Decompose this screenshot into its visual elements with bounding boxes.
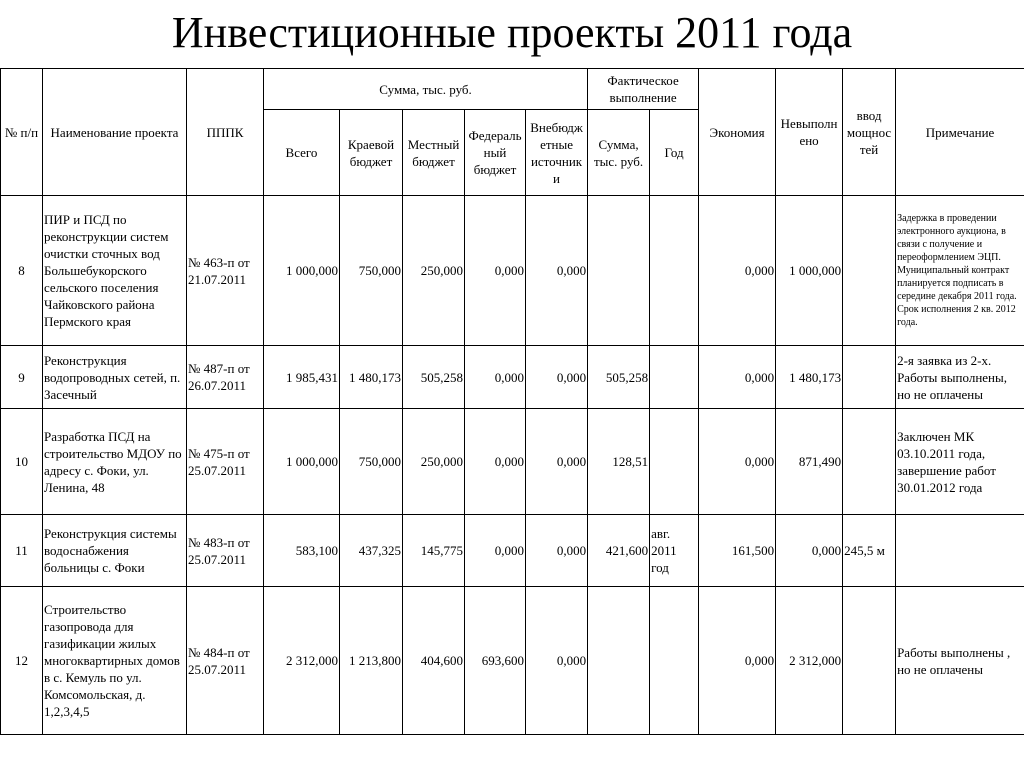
cell-federal: 0,000 <box>465 409 526 515</box>
cell-regional: 1 480,173 <box>340 346 403 409</box>
cell-federal: 0,000 <box>465 196 526 346</box>
cell-local: 250,000 <box>403 409 465 515</box>
cell-name: ПИР и ПСД по реконструкции систем очистки сточных вод Большебукорского сельского поселения Чайковского района Пермского края <box>43 196 187 346</box>
header-economy: Экономия <box>699 69 776 196</box>
cell-fact-year <box>650 346 699 409</box>
cell-fact-year <box>650 409 699 515</box>
cell-num: 8 <box>1 196 43 346</box>
cell-fact-sum <box>588 587 650 735</box>
cell-note: Заключен МК 03.10.2011 года, завершение работ 30.01.2012 года <box>896 409 1024 515</box>
cell-total: 1 000,000 <box>264 196 340 346</box>
cell-pppk: № 483-п от 25.07.2011 <box>187 515 264 587</box>
header-capacity: ввод мощнос тей <box>843 69 896 196</box>
cell-capacity <box>843 409 896 515</box>
cell-federal: 0,000 <box>465 346 526 409</box>
cell-name: Реконструкция системы водоснабжения больницы с. Фоки <box>43 515 187 587</box>
header-sum-group: Сумма, тыс. руб. <box>264 69 588 110</box>
cell-local: 404,600 <box>403 587 465 735</box>
cell-economy: 0,000 <box>699 346 776 409</box>
table-row <box>1 515 1024 587</box>
cell-capacity <box>843 196 896 346</box>
cell-num: 12 <box>1 587 43 735</box>
cell-local: 505,258 <box>403 346 465 409</box>
cell-num: 10 <box>1 409 43 515</box>
cell-extra: 0,000 <box>526 515 588 587</box>
header-local: Местный бюджет <box>403 110 465 196</box>
header-name: Наименование проекта <box>43 69 187 196</box>
cell-name: Разработка ПСД на строительство МДОУ по адресу с. Фоки, ул. Ленина, 48 <box>43 409 187 515</box>
cell-pppk: № 484-п от 25.07.2011 <box>187 587 264 735</box>
cell-extra: 0,000 <box>526 196 588 346</box>
cell-unfulfilled: 871,490 <box>776 409 843 515</box>
cell-fact-year <box>650 587 699 735</box>
cell-fact-year: авг. 2011 год <box>650 515 699 587</box>
cell-fact-sum <box>588 196 650 346</box>
cell-total: 583,100 <box>264 515 340 587</box>
header-fact-sum: Сумма, тыс. руб. <box>588 110 650 196</box>
cell-pppk: № 475-п от 25.07.2011 <box>187 409 264 515</box>
cell-local: 250,000 <box>403 196 465 346</box>
cell-pppk: № 487-п от 26.07.2011 <box>187 346 264 409</box>
table-row <box>1 196 1024 346</box>
header-fact-group: Фактическое выполнение <box>588 69 699 110</box>
cell-federal: 0,000 <box>465 515 526 587</box>
cell-total: 1 000,000 <box>264 409 340 515</box>
table-row <box>1 409 1024 515</box>
header-regional: Краевой бюджет <box>340 110 403 196</box>
cell-regional: 750,000 <box>340 409 403 515</box>
cell-economy: 0,000 <box>699 196 776 346</box>
cell-fact-year <box>650 196 699 346</box>
cell-regional: 1 213,800 <box>340 587 403 735</box>
cell-unfulfilled: 2 312,000 <box>776 587 843 735</box>
cell-extra: 0,000 <box>526 587 588 735</box>
cell-note: Работы выполнены , но не оплачены <box>896 587 1024 735</box>
table-row <box>1 346 1024 409</box>
cell-unfulfilled: 1 480,173 <box>776 346 843 409</box>
header-note: Примечание <box>896 69 1024 196</box>
cell-capacity: 245,5 м <box>843 515 896 587</box>
cell-local: 145,775 <box>403 515 465 587</box>
cell-capacity <box>843 346 896 409</box>
cell-name: Строительство газопровода для газификации жилых многоквартирных домов в с. Кемуль по ул. Комсомольская, д. 1,2,3,4,5 <box>43 587 187 735</box>
cell-extra: 0,000 <box>526 346 588 409</box>
header-extra: Внебюдж етные источник и <box>526 110 588 196</box>
cell-extra: 0,000 <box>526 409 588 515</box>
cell-economy: 161,500 <box>699 515 776 587</box>
page-title: Инвестиционные проекты 2011 года <box>171 8 853 57</box>
table-row <box>1 587 1024 735</box>
cell-fact-sum: 128,51 <box>588 409 650 515</box>
cell-federal: 693,600 <box>465 587 526 735</box>
cell-num: 11 <box>1 515 43 587</box>
cell-num: 9 <box>1 346 43 409</box>
cell-economy: 0,000 <box>699 409 776 515</box>
cell-note: Задержка в проведении электронного аукциона, в связи с получение и переоформлением ЭЦП. Муниципальный контракт планируется подписать в середине декабря 2011 года. Срок исполнения 2 кв. 2012 года. <box>896 196 1024 346</box>
cell-total: 1 985,431 <box>264 346 340 409</box>
cell-unfulfilled: 1 000,000 <box>776 196 843 346</box>
header-fact-year: Год <box>650 110 699 196</box>
cell-pppk: № 463-п от 21.07.2011 <box>187 196 264 346</box>
cell-fact-sum: 421,600 <box>588 515 650 587</box>
header-num: № п/п <box>1 69 43 196</box>
header-federal: Федераль ный бюджет <box>465 110 526 196</box>
cell-regional: 437,325 <box>340 515 403 587</box>
header-unfulfilled: Невыполн ено <box>776 69 843 196</box>
cell-total: 2 312,000 <box>264 587 340 735</box>
cell-capacity <box>843 587 896 735</box>
cell-economy: 0,000 <box>699 587 776 735</box>
cell-unfulfilled: 0,000 <box>776 515 843 587</box>
cell-note <box>896 515 1024 587</box>
investment-projects-table <box>0 68 1024 735</box>
cell-name: Реконструкция водопроводных сетей, п. Засечный <box>43 346 187 409</box>
cell-regional: 750,000 <box>340 196 403 346</box>
header-pppk: ПППК <box>187 69 264 196</box>
header-total: Всего <box>264 110 340 196</box>
cell-note: 2-я заявка из 2-х. Работы выполнены, но не оплачены <box>896 346 1024 409</box>
cell-fact-sum: 505,258 <box>588 346 650 409</box>
